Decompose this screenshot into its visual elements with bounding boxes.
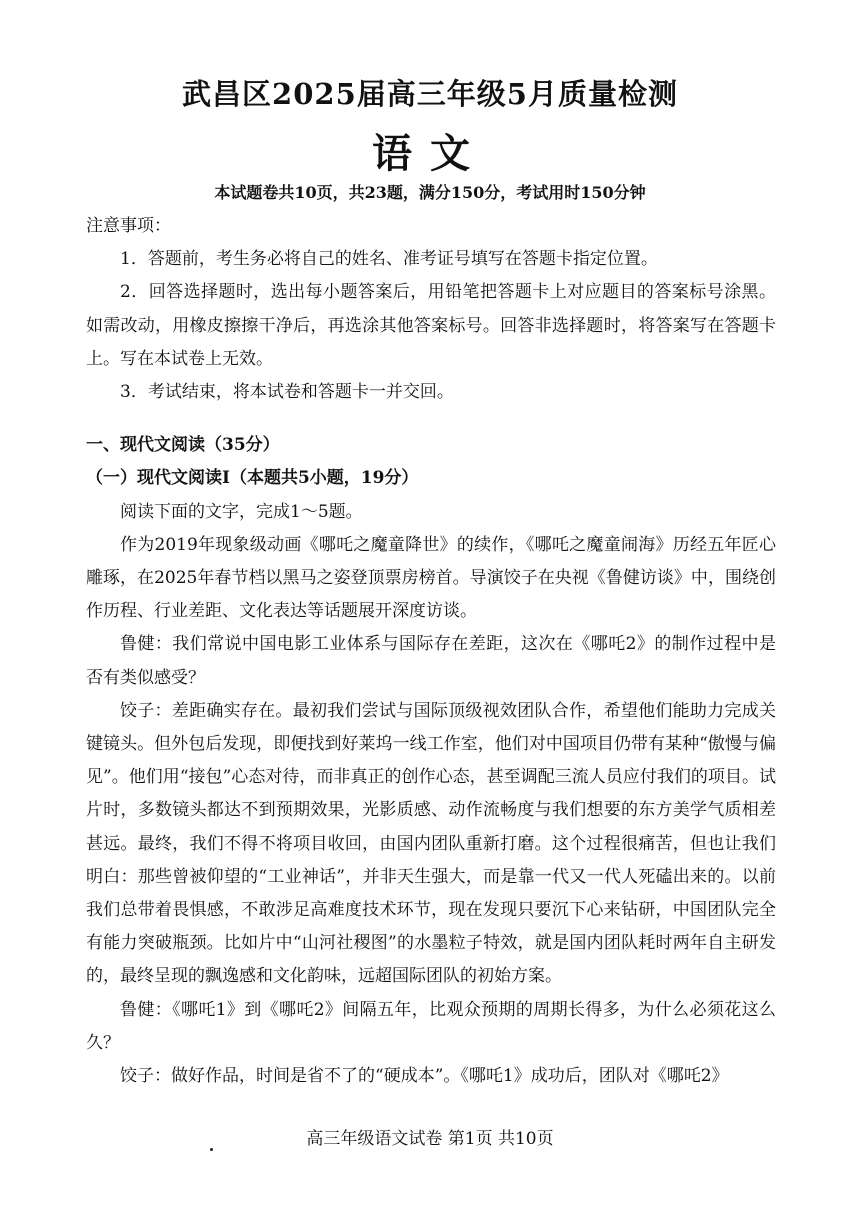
passage-paragraph-3: 饺子：差距确实存在。最初我们尝试与国际顶级视效团队合作，希望他们能助力完成关键镜头。但外包后发现，即便找到好莱坞一线工作室，他们对中国项目仍带有某种“傲慢与偏见”。他们用“接包”心态对待，而非真正的创作心态，甚至调配三流人员应付我们的项目。试片时，多数镜头都达不到预期效果，光影质感、动作流畅度与我们想要的东方美学气质相差甚远。最终，我们不得不将项目收回，由国内团队重新打磨。这个过程很痛苦，但也让我们明白：那些曾被仰望的“工业神话”，并非天生强大，而是靠一代又一代人死磕出来的。以前我们总带着畏惧感，不敢涉足高难度技术环节，现在发现只要沉下心来钻研，中国团队完全有能力突破瓶颈。比如片中“山河社稷图”的水墨粒子特效，就是国内团队耗时两年自主研发的，最终呈现的飘逸感和文化韵味，远超国际团队的初始方案。 (86, 700, 776, 987)
passage-paragraph-2: 鲁健：我们常说中国电影工业体系与国际存在差距，这次在《哪吒2》的制作过程中是否有类似感受？ (86, 634, 776, 688)
passage-paragraph-4: 鲁健：《哪吒1》到《哪吒2》间隔五年，比观众预期的周期长得多，为什么必须花这么久？ (86, 999, 776, 1053)
note-item-2: 2．回答选择题时，选出每小题答案后，用铅笔把答题卡上对应题目的答案标号涂黑。如需改动，用橡皮擦擦干净后，再选涂其他答案标号。回答非选择题时，将答案写在答题卡上。写在本试卷上无效。 (86, 282, 776, 369)
passage-paragraph-5: 饺子：做好作品，时间是省不了的“硬成本”。《哪吒1》成功后，团队对《哪吒2》 (120, 1066, 729, 1087)
exam-body (86, 210, 776, 1093)
page-footer: 高三年级语文试卷 第1页 共10页 (306, 1129, 554, 1149)
note-item-3: 3．考试结束，将本试卷和答题卡一并交回。 (120, 382, 454, 403)
exam-info: 本试题卷共10页，共23题，满分150分，考试用时150分钟 (214, 183, 646, 202)
exam-title: 武昌区2025届高三年级5月质量检测 (182, 77, 678, 111)
section-heading: 一、现代文阅读（35分） (86, 435, 280, 456)
note-item-1: 1．答题前，考生务必将自己的姓名、准考证号填写在答题卡指定位置。 (120, 249, 658, 270)
reading-instruction: 阅读下面的文字，完成1～5题。 (120, 501, 363, 522)
passage-paragraph-1: 作为2019年现象级动画《哪吒之魔童降世》的续作，《哪吒之魔童闹海》历经五年匠心雕琢，在2025年春节档以黑马之姿登顶票房榜首。导演饺子在央视《鲁健访谈》中，围绕创作历程、行业差距、文化表达等话题展开深度访谈。 (86, 534, 776, 622)
subject-title: 语文 (372, 130, 488, 177)
section-gap (86, 409, 776, 429)
stray-dot (210, 1148, 213, 1151)
notes-heading: 注意事项： (86, 216, 171, 236)
section-subheading: （一）现代文阅读Ⅰ（本题共5小题，19分） (86, 468, 419, 489)
